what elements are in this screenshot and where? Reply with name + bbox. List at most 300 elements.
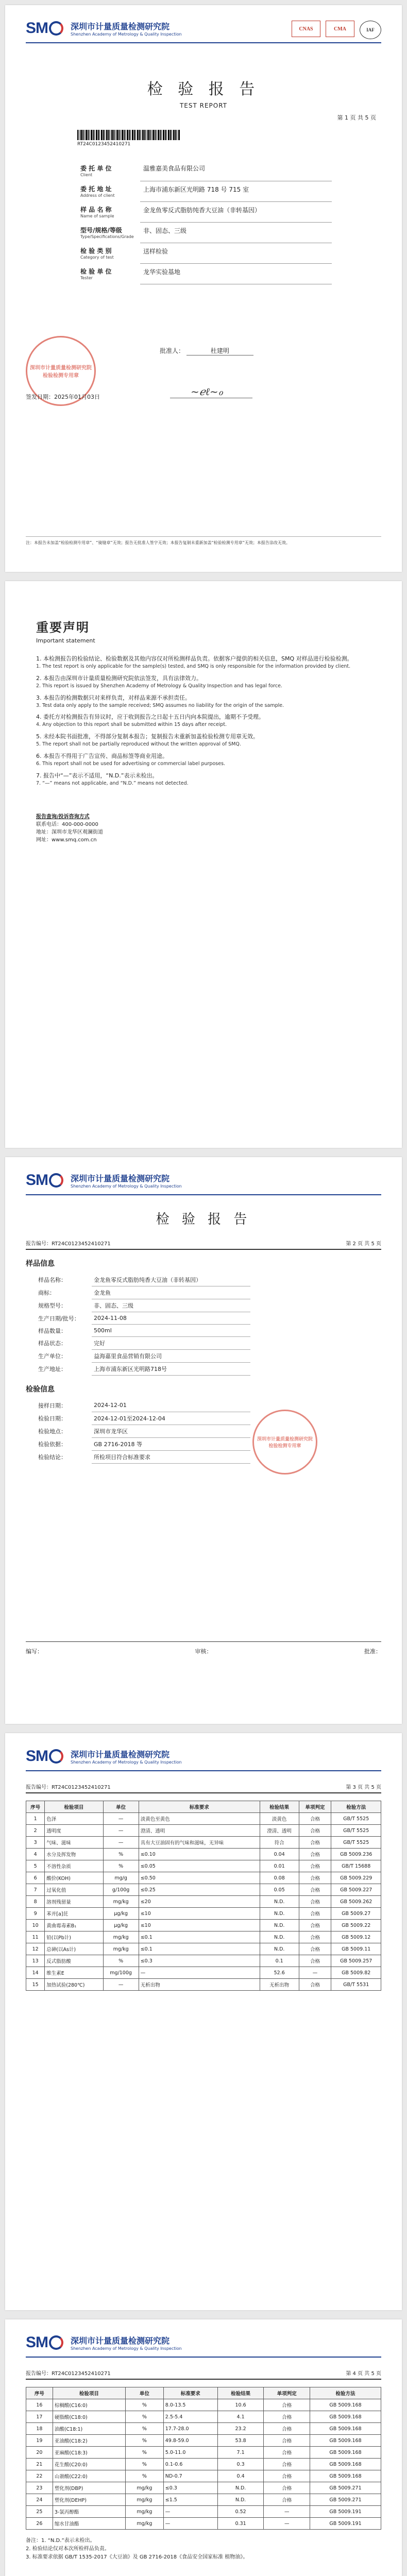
kv-value: 完好: [92, 1337, 250, 1350]
statement-item: [36, 693, 371, 710]
table-cell: 21: [26, 2459, 53, 2470]
info-key-en: Category of test: [80, 255, 114, 260]
table-cell: 23.2: [217, 2423, 264, 2435]
table-cell: 18: [26, 2423, 53, 2435]
header-logo: [5, 2319, 402, 2357]
table-cell: GB/T 15688: [331, 1860, 381, 1872]
org-name-cn: 深圳市计量质量检测研究院: [71, 2336, 170, 2346]
table-cell: 硬脂酸(C18:0): [53, 2411, 125, 2423]
contact-heading: 报告查询/投诉咨询方式: [36, 814, 90, 820]
smq-logo: SM: [26, 1172, 64, 1189]
table-cell: N.D.: [260, 1908, 299, 1920]
table-cell: 8: [26, 1896, 45, 1908]
table-cell: 总砷(以As计): [45, 1943, 103, 1955]
kv-row: [36, 1337, 250, 1350]
table-cell: mg/100g: [103, 1967, 139, 1979]
table-cell: —: [103, 1825, 139, 1837]
table-cell: GB 5009.262: [331, 1896, 381, 1908]
kv-row: [36, 1437, 250, 1450]
table-row: [26, 1884, 381, 1896]
table-row: [26, 1908, 381, 1920]
kv-key: 样品数量：: [38, 1327, 66, 1334]
table-cell: μg/kg: [103, 1920, 139, 1931]
table-cell: 合格: [264, 2447, 310, 2459]
table-row: [26, 1849, 381, 1860]
table-cell: GB 5009.227: [331, 1884, 381, 1896]
table-row: [26, 1825, 381, 1837]
table-cell: 9: [26, 1908, 45, 1920]
table-row: [26, 1837, 381, 1849]
table-cell: 淡黄色: [260, 1813, 299, 1825]
handwritten-signature: ~ℯℓ~ℴ: [191, 385, 223, 398]
table-row: [26, 2506, 381, 2518]
kv-value: 非、固态、三级: [92, 1299, 250, 1312]
column-header: 检验项目: [45, 1801, 103, 1813]
table-cell: %: [103, 1955, 139, 1967]
table-cell: 合格: [264, 2470, 310, 2482]
kv-key: 检验依据：: [38, 1440, 66, 1448]
kv-key: 生产单位：: [38, 1353, 66, 1360]
table-cell: 10: [26, 1920, 45, 1931]
cnas-logo: CNAS: [292, 21, 320, 37]
kv-row: [36, 1312, 250, 1325]
table-cell: 铅(以Pb计): [45, 1931, 103, 1943]
table-cell: 合格: [299, 1813, 331, 1825]
table-cell: —: [103, 1979, 139, 1991]
column-header: 序号: [26, 2387, 53, 2399]
table-cell: 合格: [299, 1860, 331, 1872]
report-cover-page: [5, 5, 402, 572]
table-row: [26, 1967, 381, 1979]
table-cell: ≤0.10: [139, 1849, 260, 1860]
cma-logo: CMA: [326, 21, 354, 37]
table-cell: %: [126, 2411, 164, 2423]
table-cell: ≤0.3: [163, 2482, 217, 2494]
table-cell: 合格: [299, 1931, 331, 1943]
table-cell: 合格: [299, 1955, 331, 1967]
table-cell: %: [103, 1860, 139, 1872]
table-row: [26, 1872, 381, 1884]
table-cell: ≤20: [139, 1896, 260, 1908]
smq-logo: SM: [26, 20, 64, 37]
table-cell: 24: [26, 2494, 53, 2506]
kv-row: [36, 1363, 250, 1376]
table-cell: GB 5009.168: [310, 2399, 381, 2411]
org-name-cn: 深圳市计量质量检测研究院: [71, 1750, 170, 1759]
results-page-a: [5, 1733, 402, 2310]
info-value: 金龙鱼零反式脂肪纯香大豆油（非转基因）: [140, 201, 332, 222]
table-cell: GB 5009.82: [331, 1967, 381, 1979]
table-cell: 6: [26, 1872, 45, 1884]
table-cell: 20: [26, 2447, 53, 2459]
kv-row: [36, 1299, 250, 1312]
table-cell: 合格: [299, 1872, 331, 1884]
table-cell: 不溶性杂质: [45, 1860, 103, 1872]
table-row: [26, 2494, 381, 2506]
table-cell: 25: [26, 2506, 53, 2518]
info-key: [77, 263, 140, 284]
divider: [26, 1194, 381, 1195]
table-cell: %: [126, 2447, 164, 2459]
table-cell: N.D.: [260, 1931, 299, 1943]
table-cell: mg/kg: [126, 2506, 164, 2518]
results-page-b: [5, 2319, 402, 2576]
kv-row: [36, 1286, 250, 1299]
info-value: 上海市浦东新区光明路 718 号 715 室: [140, 181, 332, 201]
table-cell: 1: [26, 1813, 45, 1825]
table-row: [26, 1979, 381, 1991]
info-key-en: Client: [80, 173, 93, 177]
table-cell: 合格: [264, 2411, 310, 2423]
contact-line: 地址：深圳市龙华区观澜街道: [36, 829, 103, 836]
page-subtitle: TEST REPORT: [179, 102, 228, 109]
info-value: 送样检验: [140, 243, 332, 263]
table-row: [26, 2470, 381, 2482]
table-cell: 0.05: [260, 1884, 299, 1896]
table-cell: 19: [26, 2435, 53, 2447]
table-cell: 合格: [299, 1943, 331, 1955]
smq-logo: SM: [26, 1748, 64, 1765]
table-cell: 符合: [260, 1837, 299, 1849]
statement-en: 6. This report shall not be used for advertising or commercial label purposes.: [36, 760, 226, 767]
table-cell: %: [126, 2459, 164, 2470]
table-cell: 山嵛酸(C22:0): [53, 2470, 125, 2482]
table-cell: 15: [26, 1979, 45, 1991]
notes-block: [26, 2537, 381, 2562]
kv-key: 生产日期/批号：: [38, 1315, 80, 1322]
table-cell: N.D.: [260, 1920, 299, 1931]
kv-value: 2024-11-08: [92, 1312, 250, 1325]
table-cell: —: [264, 2506, 310, 2518]
table-cell: 水分及挥发物: [45, 1849, 103, 1860]
table-cell: 17.7-28.0: [163, 2423, 217, 2435]
table-cell: GB 5009.27: [331, 1908, 381, 1920]
table-cell: g/100g: [103, 1884, 139, 1896]
column-header: 检验方法: [331, 1801, 381, 1813]
table-cell: ≤0.05: [139, 1860, 260, 1872]
table-cell: 合格: [299, 1884, 331, 1896]
table-cell: 酸价(KOH): [45, 1872, 103, 1884]
column-header: 标准要求: [139, 1801, 260, 1813]
table-cell: 12: [26, 1943, 45, 1955]
author-label: 编写：: [26, 1648, 43, 1655]
table-cell: —: [299, 1967, 331, 1979]
table-cell: ND-0.7: [163, 2470, 217, 2482]
kv-row: [36, 1399, 250, 1412]
report-number: 报告编号：RT24C0123452410271: [26, 2371, 111, 2377]
org-name-en: Shenzhen Academy of Metrology & Quality Inspection: [71, 32, 182, 37]
info-value: 非、固态、三级: [140, 222, 332, 243]
page-number: 第 3 页 共 5 页: [346, 1785, 381, 1790]
kv-value: 所检项目符合标准要求: [92, 1450, 250, 1463]
table-cell: 3: [26, 1837, 45, 1849]
info-row: [77, 222, 332, 243]
table-cell: mg/kg: [103, 1943, 139, 1955]
table-row: [26, 2399, 381, 2411]
table-cell: 0.1-0.6: [163, 2459, 217, 2470]
info-row: [77, 263, 332, 284]
kv-value: 金龙鱼零反式脂肪纯香大豆油（非转基因）: [92, 1274, 250, 1286]
column-header: 检验结果: [217, 2387, 264, 2399]
table-cell: —: [139, 1967, 260, 1979]
header-logo: [5, 1157, 402, 1194]
table-cell: 0.1: [260, 1955, 299, 1967]
table-cell: —: [103, 1813, 139, 1825]
contact-block: [36, 813, 371, 844]
statement-item: [36, 674, 371, 690]
table-cell: 反式脂肪酸: [45, 1955, 103, 1967]
table-cell: GB/T 5525: [331, 1813, 381, 1825]
table-cell: 8.0-13.5: [163, 2399, 217, 2411]
kv-value: 2024-12-01: [92, 1399, 250, 1412]
table-cell: %: [103, 1849, 139, 1860]
table-row: [26, 1813, 381, 1825]
signature-row: [26, 1641, 381, 1655]
statement-cn: 5. 未经本院书面批准，不得部分复制本报告；复制报告未重新加盖检验检测专用章无效。: [36, 733, 259, 740]
info-key: [77, 201, 140, 222]
kv-value: 金龙鱼: [92, 1286, 250, 1299]
table-cell: 色泽: [45, 1813, 103, 1825]
table-cell: GB 5009.168: [310, 2423, 381, 2435]
kv-row: [36, 1350, 250, 1363]
kv-key: 检验结论：: [38, 1453, 66, 1461]
info-key-cn: 型号/规格/等级: [80, 227, 122, 234]
table-cell: N.D.: [217, 2482, 264, 2494]
table-cell: GB/T 5531: [331, 1979, 381, 1991]
info-key-cn: 检 验 单 位: [80, 268, 112, 275]
table-cell: 合格: [299, 1849, 331, 1860]
table-cell: GB 5009.191: [310, 2506, 381, 2518]
table-cell: ≤0.25: [139, 1884, 260, 1896]
table-cell: 淡黄色至黄色: [139, 1813, 260, 1825]
kv-row: [36, 1325, 250, 1337]
table-row: [26, 1896, 381, 1908]
info-row: [77, 201, 332, 222]
table-cell: 合格: [264, 2494, 310, 2506]
table-cell: mg/g: [103, 1872, 139, 1884]
table-cell: GB 5009.168: [310, 2411, 381, 2423]
sample-table: [36, 1274, 250, 1376]
info-key-en: Tester: [80, 276, 93, 280]
header-logo: [5, 1733, 402, 1770]
table-row: [26, 2435, 381, 2447]
kv-key: 样品状态：: [38, 1340, 66, 1347]
page-number: 第 2 页 共 5 页: [346, 1241, 381, 1247]
org-name-cn: 深圳市计量质量检测研究院: [71, 1174, 170, 1183]
table-cell: GB 5009.191: [310, 2518, 381, 2530]
table-cell: 透明度: [45, 1825, 103, 1837]
table-cell: 无析出物: [139, 1979, 260, 1991]
table-cell: 合格: [264, 2423, 310, 2435]
table-cell: 0.08: [260, 1872, 299, 1884]
statement-item: [36, 713, 371, 729]
issue-date: 签发日期：2025年01月03日: [26, 393, 100, 400]
signature-area: [5, 341, 402, 403]
page-title: 检 验 报 告: [156, 1212, 251, 1227]
column-header: 检验方法: [310, 2387, 381, 2399]
column-header: 单项判定: [264, 2387, 310, 2399]
table-cell: 5.0-11.0: [163, 2447, 217, 2459]
table-cell: mg/kg: [126, 2518, 164, 2530]
table-cell: —: [264, 2518, 310, 2530]
kv-value: 上海市浦东新区光明路718号: [92, 1363, 250, 1376]
table-cell: 4: [26, 1849, 45, 1860]
table-cell: 0.31: [217, 2518, 264, 2530]
table-row: [26, 2423, 381, 2435]
info-key: [77, 181, 140, 201]
table-row: [26, 2411, 381, 2423]
table-cell: ≤0.50: [139, 1872, 260, 1884]
table-cell: GB 5009.271: [310, 2494, 381, 2506]
table-cell: 10.6: [217, 2399, 264, 2411]
table-cell: %: [126, 2399, 164, 2411]
table-cell: 黄曲霉毒素B₁: [45, 1920, 103, 1931]
kv-value: 深圳市龙华区: [92, 1425, 250, 1437]
table-cell: 亚油酸(C18:2): [53, 2435, 125, 2447]
table-cell: ≤10: [139, 1908, 260, 1920]
org-name-cn: 深圳市计量质量检测研究院: [71, 22, 170, 31]
table-cell: 维生素E: [45, 1967, 103, 1979]
table-cell: 0.3: [217, 2459, 264, 2470]
column-header: 单项判定: [299, 1801, 331, 1813]
info-key-en: Name of sample: [80, 214, 114, 218]
report-line: [26, 1239, 381, 1250]
table-cell: 加热试验(280℃): [45, 1979, 103, 1991]
statement-cn: 4. 委托方对检测报告有异议时，应于收到报告之日起十五日内向本院提出，逾期不予受理。: [36, 714, 264, 721]
table-cell: 溶剂残留量: [45, 1896, 103, 1908]
table-cell: 亚麻酸(C18:3): [53, 2447, 125, 2459]
table-cell: GB/T 5525: [331, 1837, 381, 1849]
table-cell: 53.8: [217, 2435, 264, 2447]
statement-cn: 1. 本检测报告的检验结论、检验数据及其他内容仅对所检测样品负责。依据客户提供的相关信息，SMQ 对样品进行检验检测。: [36, 655, 353, 662]
table-cell: 合格: [264, 2399, 310, 2411]
org-name-en: Shenzhen Academy of Metrology & Quality Inspection: [71, 2346, 182, 2351]
column-header: 序号: [26, 1801, 45, 1813]
table-cell: 11: [26, 1931, 45, 1943]
approve-label: 批准：: [364, 1648, 381, 1655]
approver-name: 杜建明: [186, 346, 253, 355]
table-cell: ≤10: [139, 1920, 260, 1931]
cert-logos: [292, 21, 381, 39]
table-cell: 0.04: [260, 1849, 299, 1860]
statement-en: 3. Test data only apply to the sample received; SMQ assumes no liability for the origin of the sample.: [36, 702, 284, 708]
statement-item: [36, 771, 371, 788]
table-cell: 苯并[a]芘: [45, 1908, 103, 1920]
statement-cn: 2. 本报告由深圳市计量质量检测研究院依法签发，具有法律效力。: [36, 674, 202, 682]
barcode-block: [77, 130, 402, 147]
table-row: [26, 2482, 381, 2494]
table-cell: GB 5009.257: [331, 1955, 381, 1967]
table-cell: 合格: [299, 1920, 331, 1931]
table-cell: 澄清、透明: [260, 1825, 299, 1837]
page-number: 第 1 页 共 5 页: [337, 114, 376, 121]
table-cell: 17: [26, 2411, 53, 2423]
table-cell: 合格: [299, 1837, 331, 1849]
table-row: [26, 1943, 381, 1955]
results-table: [26, 1801, 381, 1991]
kv-key: 商标：: [38, 1290, 55, 1296]
kv-row: [36, 1412, 250, 1425]
table-cell: 49.8-59.0: [163, 2435, 217, 2447]
table-cell: N.D.: [260, 1943, 299, 1955]
table-cell: mg/kg: [126, 2494, 164, 2506]
statement-page: [5, 581, 402, 1148]
table-cell: GB 5009.229: [331, 1872, 381, 1884]
table-cell: GB 5009.271: [310, 2482, 381, 2494]
kv-key: 生产地址：: [38, 1366, 66, 1372]
contact-line: 联系电话：400-000-0000: [36, 822, 98, 828]
table-cell: 合格: [264, 2482, 310, 2494]
table-cell: —: [103, 1837, 139, 1849]
table-cell: N.D.: [260, 1896, 299, 1908]
table-cell: 2: [26, 1825, 45, 1837]
statement-en: 1. The test report is only applicable for the sample(s) tested, and SMQ is only responsible for the information provided by client.: [36, 664, 351, 670]
client-info-table: [77, 160, 332, 284]
info-row: [77, 160, 332, 181]
kv-key: 规格型号：: [38, 1302, 66, 1309]
table-cell: 合格: [299, 1896, 331, 1908]
table-cell: 塑化剂(DEHP): [53, 2494, 125, 2506]
table-cell: 0.4: [217, 2470, 264, 2482]
page-title: 检 验 报 告: [147, 80, 260, 98]
info-key: [77, 160, 140, 181]
table-cell: 0.01: [260, 1860, 299, 1872]
table-cell: GB/T 5525: [331, 1825, 381, 1837]
table-cell: 花生酸(C20:0): [53, 2459, 125, 2470]
table-cell: 3-氯丙醇酯: [53, 2506, 125, 2518]
table-cell: GB 5009.12: [331, 1931, 381, 1943]
kv-key: 接样日期：: [38, 1402, 66, 1409]
divider: [26, 2357, 381, 2358]
table-cell: 23: [26, 2482, 53, 2494]
sample-heading: 样品信息: [26, 1260, 55, 1268]
table-cell: GB 5009.168: [310, 2470, 381, 2482]
footer-note: 注：本报告未加盖“检验检测专用章”、“骑缝章”无效；报告无批准人签字无效；本报告复制未重新加盖“检验检测专用章”无效；本报告涂改无效。: [26, 536, 381, 546]
info-row: [77, 243, 332, 263]
info-key-en: Type/Specifications/Grade: [80, 234, 134, 239]
table-row: [26, 2459, 381, 2470]
table-cell: 合格: [299, 1979, 331, 1991]
table-cell: 26: [26, 2518, 53, 2530]
table-cell: %: [126, 2470, 164, 2482]
table-cell: —: [163, 2518, 217, 2530]
kv-value: 益海嘉里食品营销有限公司: [92, 1350, 250, 1363]
table-cell: μg/kg: [103, 1908, 139, 1920]
kv-row: [36, 1450, 250, 1463]
table-row: [26, 1920, 381, 1931]
report-line: [26, 1783, 381, 1793]
table-row: [26, 2518, 381, 2530]
table-cell: 具有大豆油固有的气味和滋味，无异味: [139, 1837, 260, 1849]
info-key: [77, 222, 140, 243]
table-cell: N.D.: [217, 2494, 264, 2506]
smq-logo: SM: [26, 2334, 64, 2351]
table-cell: 0.52: [217, 2506, 264, 2518]
official-stamp: 深圳市计量质量检测研究院 检验检测专用章: [26, 336, 96, 406]
report-code: RT24C0123452410271: [77, 142, 131, 147]
table-cell: 合格: [264, 2435, 310, 2447]
page-number: 第 4 页 共 5 页: [346, 2371, 381, 2377]
test-heading: 检验信息: [26, 1385, 55, 1394]
table-row: [26, 1931, 381, 1943]
info-value: 温雅嘉美食品有限公司: [140, 160, 332, 181]
statement-en: 2. This report is issued by Shenzhen Academy of Metrology & Quality Inspection and has legal force.: [36, 683, 282, 689]
table-cell: 棕榈酸(C16:0): [53, 2399, 125, 2411]
info-value: 龙华实验基地: [140, 263, 332, 284]
kv-row: [36, 1274, 250, 1286]
table-cell: GB 5009.168: [310, 2447, 381, 2459]
table-cell: GB 5009.236: [331, 1849, 381, 1860]
